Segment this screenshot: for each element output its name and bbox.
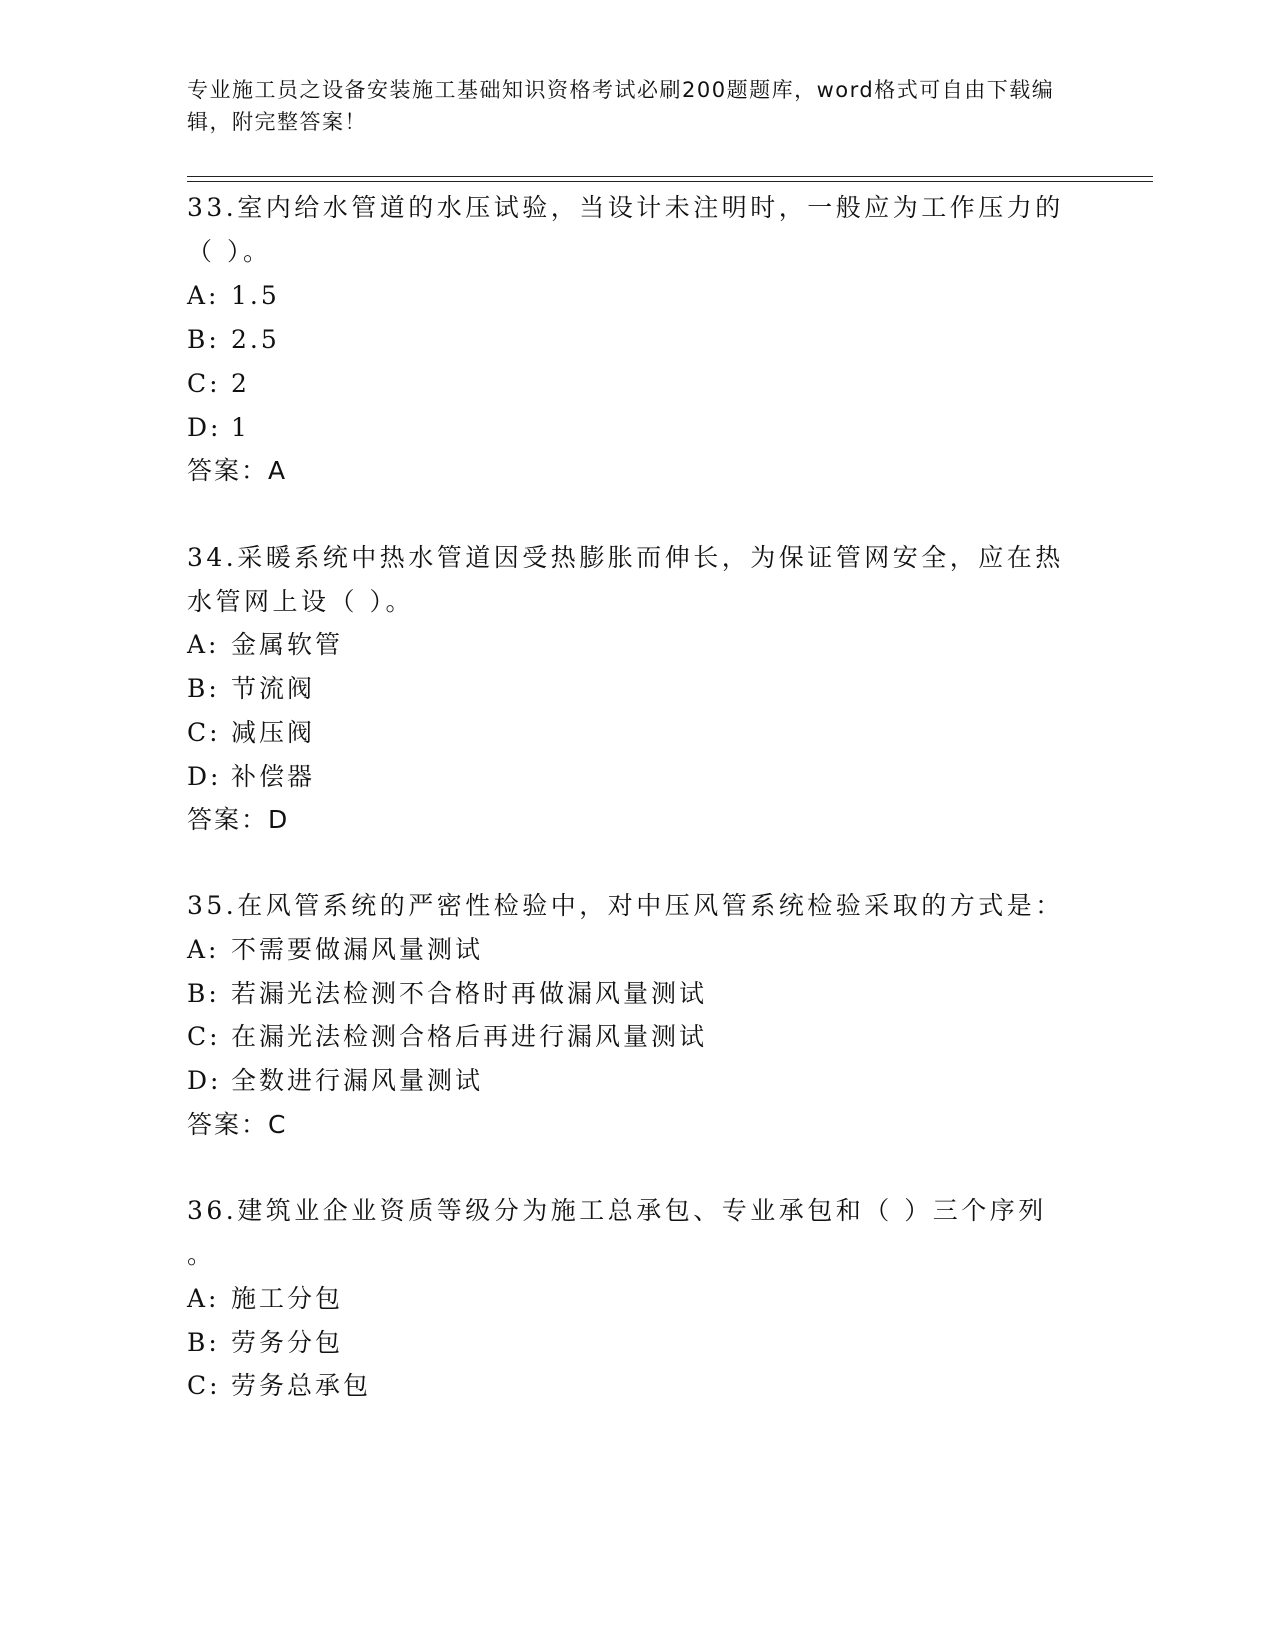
option-key: D: (187, 413, 222, 442)
option-key: B: (187, 325, 220, 354)
option-key: C: (187, 1371, 221, 1400)
question-33-option-d (187, 413, 250, 443)
option-text: 全数进行漏风量测试 (231, 1066, 484, 1095)
option-key: B: (187, 1328, 220, 1357)
question-34-option-d (187, 762, 315, 792)
question-34-text: 34.采暖系统中热水管道因受热膨胀而伸长，为保证管网安全，应在热水管网上设（ ）。 (187, 543, 1064, 616)
question-35-option-a (187, 935, 483, 965)
option-text: 补偿器 (231, 762, 316, 791)
option-key: A: (187, 281, 220, 310)
option-key: C: (187, 369, 221, 398)
option-key: A: (187, 935, 220, 964)
question-33-option-c (187, 369, 250, 399)
question-34-option-c (187, 718, 315, 748)
question-35-option-b (187, 979, 707, 1009)
option-text: 1 (231, 413, 250, 442)
question-34-answer: 答案：D (187, 805, 290, 834)
question-35-option-d (187, 1066, 483, 1096)
option-key: D: (187, 762, 222, 791)
option-text: 劳务分包 (231, 1328, 344, 1357)
option-key: C: (187, 1022, 221, 1051)
option-text: 劳务总承包 (231, 1371, 372, 1400)
question-36-text-line1: 36.建筑业企业资质等级分为施工总承包、专业承包和（ ）三个序列 (187, 1196, 1047, 1225)
question-36-option-b (187, 1328, 343, 1358)
option-key: B: (187, 979, 220, 1008)
question-33-text: 33.室内给水管道的水压试验，当设计未注明时，一般应为工作压力的（ ）。 (187, 193, 1064, 266)
option-key: D: (187, 1066, 222, 1095)
question-36-option-a (187, 1284, 343, 1314)
question-33-answer: 答案：A (187, 456, 288, 485)
question-35-text: 35.在风管系统的严密性检验中，对中压风管系统检验采取的方式是： (187, 891, 1064, 920)
option-text: 2.5 (231, 325, 280, 354)
question-35-answer: 答案：C (187, 1110, 288, 1139)
question-33-option-b (187, 325, 280, 355)
option-key: A: (187, 1284, 220, 1313)
option-text: 金属软管 (231, 630, 344, 659)
option-text: 若漏光法检测不合格时再做漏风量测试 (231, 979, 708, 1008)
question-36-text-line2: 。 (187, 1240, 216, 1269)
option-text: 在漏光法检测合格后再进行漏风量测试 (231, 1022, 708, 1051)
option-key: A: (187, 630, 220, 659)
question-36-option-c (187, 1371, 371, 1401)
document-header: 专业施工员之设备安装施工基础知识资格考试必刷200题题库，word格式可自由下载编辑，附完整答案！ (187, 78, 1055, 134)
option-text: 节流阀 (231, 674, 316, 703)
question-33-option-a (187, 281, 280, 311)
option-key: C: (187, 718, 221, 747)
question-35-option-c (187, 1022, 707, 1052)
question-34-option-b (187, 674, 315, 704)
option-text: 2 (231, 369, 250, 398)
option-text: 1.5 (231, 281, 280, 310)
question-34-option-a (187, 630, 343, 660)
header-divider-top (187, 176, 1153, 177)
option-text: 减压阀 (231, 718, 316, 747)
option-text: 施工分包 (231, 1284, 344, 1313)
option-key: B: (187, 674, 220, 703)
option-text: 不需要做漏风量测试 (231, 935, 484, 964)
header-divider-bottom (187, 181, 1153, 182)
